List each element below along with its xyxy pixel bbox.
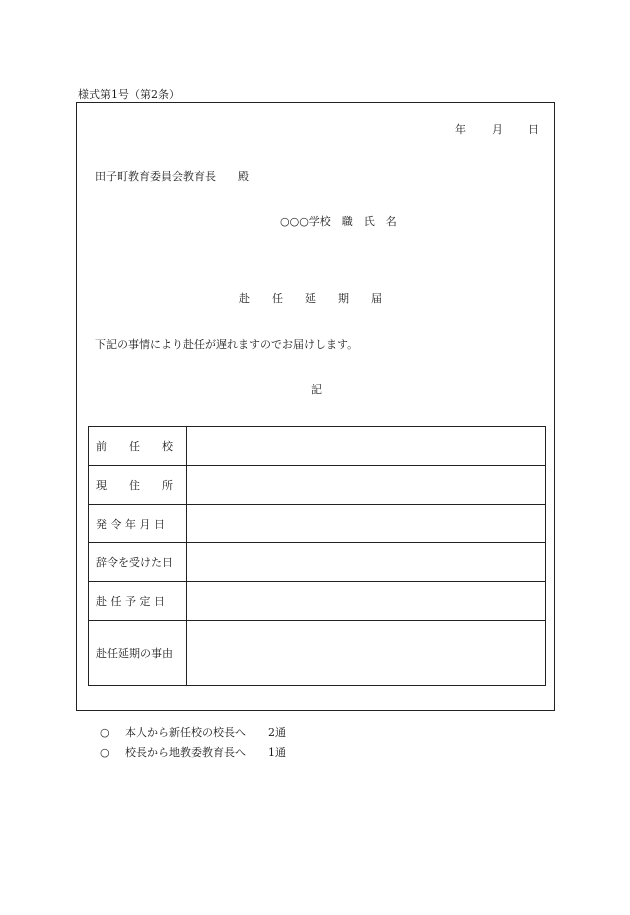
row-value-delay-reason[interactable] [187, 621, 546, 686]
date-month-label: 月 [492, 123, 503, 136]
table-row [89, 505, 546, 543]
row-value-previous-school[interactable] [187, 427, 546, 466]
row-label-planned-date: 赴 任 予 定 日 [89, 582, 187, 621]
table-row [89, 427, 546, 466]
date-year-label: 年 [455, 123, 466, 136]
date-day-label: 日 [528, 123, 539, 136]
row-label-appointment-date: 発 令 年 月 日 [89, 505, 187, 543]
statement: 下記の事情により赴任が遅れますのでお届けします。 [95, 338, 359, 351]
row-value-received-date[interactable] [187, 543, 546, 582]
row-value-appointment-date[interactable] [187, 505, 546, 543]
addressee: 田子町教育委員会教育長 殿 [95, 170, 249, 183]
details-table [88, 426, 546, 686]
sender: ○○○学校 職 氏 名 [280, 215, 397, 228]
ki-heading: 記 [311, 383, 322, 396]
row-label-previous-school: 前 任 校 [89, 427, 187, 466]
note-copies: 2通 [268, 726, 286, 739]
note-item [100, 724, 286, 740]
row-label-received-date: 辞令を受けた日 [89, 543, 187, 582]
row-value-current-address[interactable] [187, 466, 546, 505]
table-row [89, 582, 546, 621]
note-text: 本人から新任校の校長へ [125, 726, 246, 739]
row-label-delay-reason: 赴任延期の事由 [89, 621, 187, 686]
table-row [89, 466, 546, 505]
row-label-current-address: 現 住 所 [89, 466, 187, 505]
document-title: 赴 任 延 期 届 [239, 292, 382, 305]
note-text: 校長から地教委教育長へ [125, 746, 246, 759]
circle-mark-icon: ○ [100, 726, 110, 739]
circle-mark-icon: ○ [100, 746, 110, 759]
table-row [89, 543, 546, 582]
note-item [100, 744, 286, 760]
row-value-planned-date[interactable] [187, 582, 546, 621]
table-row [89, 621, 546, 686]
form-number: 様式第1号（第2条） [78, 88, 180, 101]
note-copies: 1通 [268, 746, 286, 759]
